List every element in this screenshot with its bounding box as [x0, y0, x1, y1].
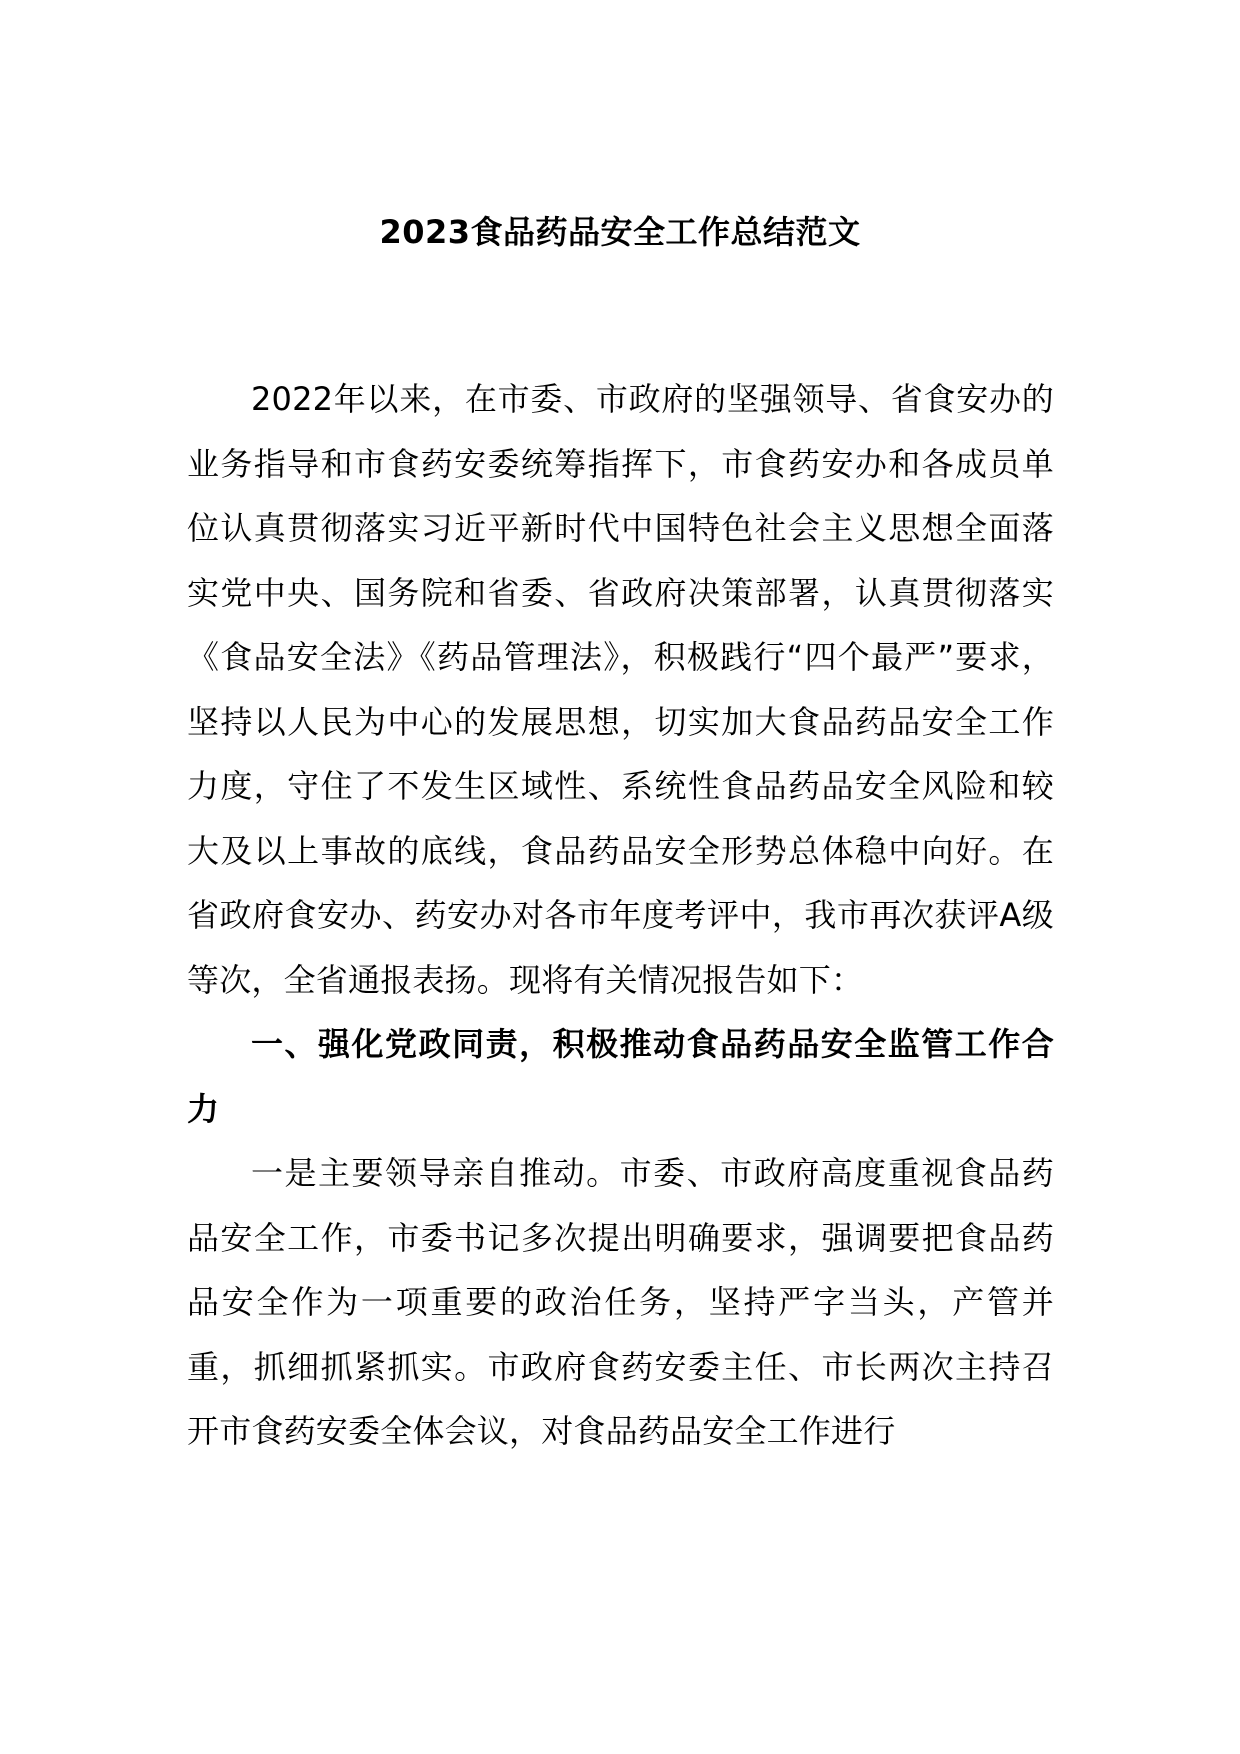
document-body [187, 367, 1054, 1464]
section-heading-1: 一、强化党政同责，积极推动食品药品安全监管工作合力 [187, 1025, 1054, 1128]
intro-paragraph: 2022年以来，在市委、市政府的坚强领导、省食安办的业务指导和市食药安委统筹指挥下，市食药安办和各成员单位认真贯彻落实习近平新时代中国特色社会主义思想全面落实党中央、国务院和省委、省政府决策部署，认真贯彻落实《食品安全法》《药品管理法》，积极践行“四个最严”要求，坚持以人民为中心的发展思想，切实加大食品药品安全工作力度，守住了不发生区域性、系统性食品药品安全风险和较大及以上事故的底线，食品药品安全形势总体稳中向好。在省政府食安办、药安办对各市年度考评中，我市再次获评A级等次，全省通报表扬。现将有关情况报告如下： [187, 380, 1054, 999]
section-1-paragraph-1: 一是主要领导亲自推动。市委、市政府高度重视食品药品安全工作，市委书记多次提出明确要求，强调要把食品药品安全作为一项重要的政治任务，坚持严字当头，产管并重，抓细抓紧抓实。市政府食药安委主任、市长两次主持召开市食药安委全体会议，对食品药品安全工作进行 [187, 1154, 1054, 1450]
document-title: 2023食品药品安全工作总结范文 [379, 213, 861, 251]
